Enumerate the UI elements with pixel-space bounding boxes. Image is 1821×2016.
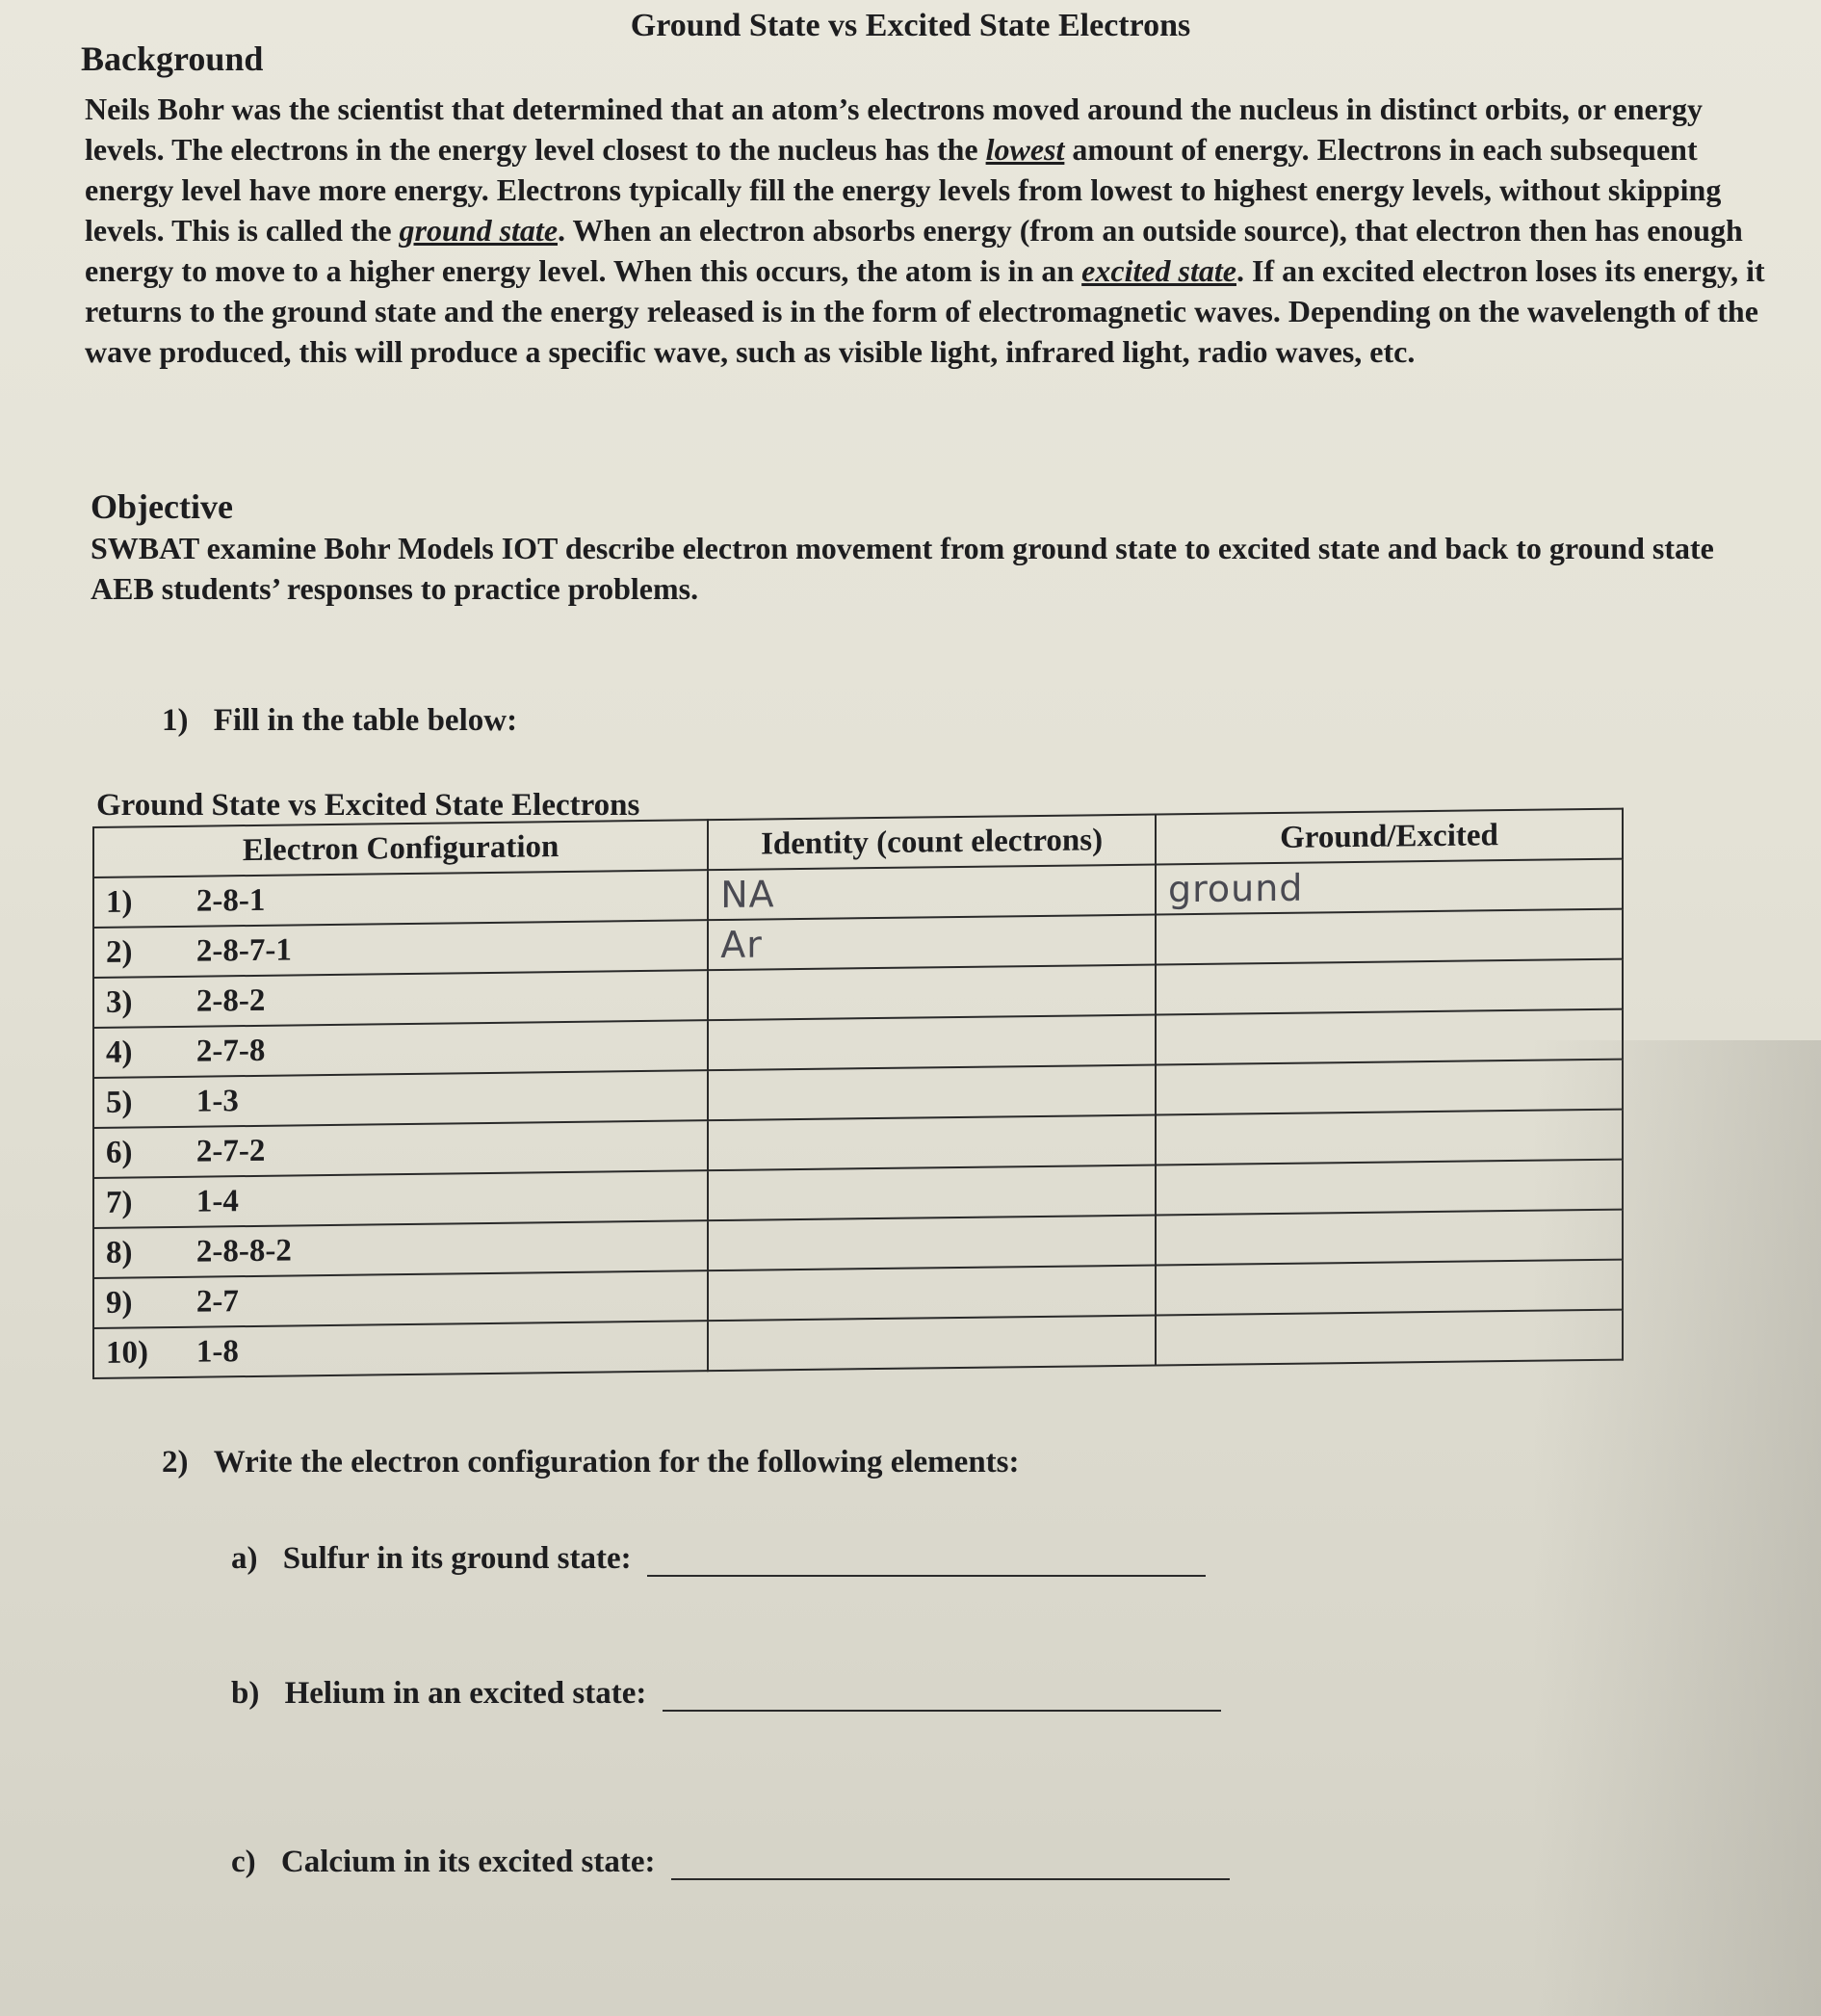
background-text-4: . If an excited electron loses its energy, it returns to the ground state and the energy released is in the form of electromagnetic waves. Depending on the wavelength of the wave produced, this will produce a specific wave, such as visible light, infrared light, radio waves, etc.: [85, 253, 1765, 369]
question-2b: [231, 1676, 1221, 1712]
page-shadow: [1532, 1040, 1821, 2016]
item-text: Helium in an excited state:: [284, 1676, 647, 1711]
row-number: 2): [93, 927, 185, 978]
answer-blank[interactable]: [671, 1849, 1230, 1880]
configuration-cell: 2-8-7-1: [185, 920, 708, 977]
row-number: 4): [93, 1027, 185, 1078]
item-letter: b): [231, 1676, 260, 1711]
item-letter: a): [231, 1541, 258, 1576]
row-number: 10): [93, 1327, 185, 1378]
configuration-cell: 2-8-1: [185, 870, 708, 927]
configuration-cell: 2-8-2: [185, 970, 708, 1027]
question-2c: [231, 1845, 1230, 1880]
identity-answer[interactable]: Ar: [708, 915, 1156, 971]
identity-answer[interactable]: [708, 1165, 1156, 1221]
configuration-cell: 1-3: [185, 1070, 708, 1127]
row-number: 7): [93, 1177, 185, 1228]
background-heading: Background: [81, 39, 264, 78]
identity-answer[interactable]: [708, 1115, 1156, 1171]
row-number: 3): [93, 977, 185, 1028]
configuration-table: [92, 808, 1624, 1379]
state-answer[interactable]: ground: [1156, 859, 1623, 915]
identity-answer[interactable]: [708, 965, 1156, 1021]
question-1-text: Fill in the table below:: [213, 703, 518, 738]
identity-answer[interactable]: [708, 1266, 1156, 1322]
question-2-number: 2): [162, 1445, 189, 1479]
configuration-cell: 2-7-2: [185, 1120, 708, 1177]
item-text: Calcium in its excited state:: [280, 1845, 656, 1879]
background-text-3: . When an electron absorbs energy (from an outside source), that electron then has enough energy to move to a higher energy level. When this occurs, the atom is in an: [85, 213, 1743, 288]
identity-answer[interactable]: [708, 1065, 1156, 1121]
identity-answer[interactable]: [708, 1015, 1156, 1071]
row-number: 8): [93, 1227, 185, 1278]
objective-heading: Objective: [91, 487, 233, 526]
configuration-cell: 2-7: [185, 1270, 708, 1327]
row-number: 9): [93, 1277, 185, 1328]
configuration-cell: 1-4: [185, 1170, 708, 1227]
header-ground-excited: Ground/Excited: [1156, 809, 1623, 865]
header-identity: Identity (count electrons): [708, 815, 1156, 871]
item-text: Sulfur in its ground state:: [282, 1541, 632, 1576]
page-title: Ground State vs Excited State Electrons: [630, 8, 1191, 43]
objective-text: SWBAT examine Bohr Models IOT describe electron movement from ground state to excited state and back to ground state AEB students’ responses to practice problems.: [91, 531, 1714, 606]
background-text-2: amount of energy. Electrons in each subsequent energy level have more energy. Electrons typically fill the energy levels from lowest to highest energy levels, without skipping levels. This is called the: [85, 132, 1722, 248]
answer-blank[interactable]: [647, 1546, 1206, 1577]
lowest-term: lowest: [985, 132, 1065, 167]
background-text-1: Neils Bohr was the scientist that determined that an atom’s electrons moved around the nucleus in distinct orbits, or energy levels. The electrons in the energy level closest to the nucleus has the: [85, 92, 1703, 167]
question-1: [162, 703, 517, 739]
question-1-number: 1): [162, 703, 189, 738]
state-answer[interactable]: [1156, 909, 1623, 965]
row-number: 5): [93, 1077, 185, 1128]
state-answer[interactable]: [1156, 959, 1623, 1015]
identity-answer[interactable]: [708, 1316, 1156, 1372]
row-number: 6): [93, 1127, 185, 1178]
item-letter: c): [231, 1845, 256, 1879]
header-electron-configuration: Electron Configuration: [93, 820, 708, 877]
background-paragraph: [85, 89, 1780, 372]
identity-answer[interactable]: NA: [708, 865, 1156, 921]
question-2a: [231, 1541, 1206, 1577]
configuration-cell: 2-8-8-2: [185, 1220, 708, 1277]
identity-answer[interactable]: [708, 1216, 1156, 1271]
table-title: Ground State vs Excited State Electrons: [96, 788, 640, 823]
row-number: 1): [93, 877, 185, 928]
answer-blank[interactable]: [663, 1681, 1221, 1712]
ground-state-term: ground state: [399, 213, 559, 248]
configuration-cell: 2-7-8: [185, 1020, 708, 1077]
configuration-cell: 1-8: [185, 1321, 708, 1377]
question-2-text: Write the electron configuration for the following elements:: [213, 1445, 1020, 1479]
excited-state-term: excited state: [1081, 253, 1236, 288]
question-2: [162, 1445, 1020, 1480]
